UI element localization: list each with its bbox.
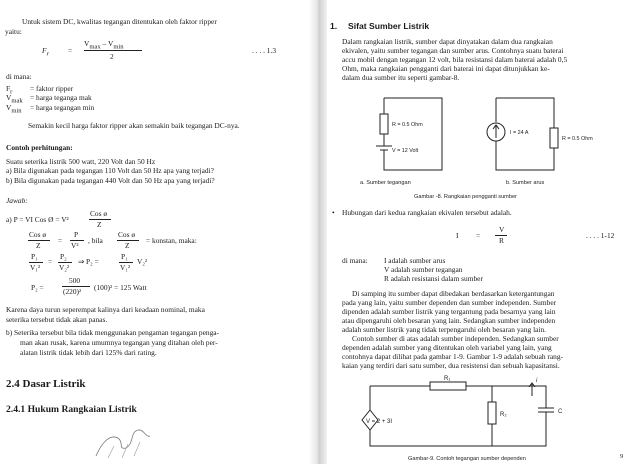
intro-line-1: Untuk sistem DC, kwalitas tegangan ditentukan oleh faktor ripper (22, 17, 217, 26)
def-vmin: = harga tegangan min (30, 103, 95, 112)
answer-b-2: man akan rusak, karena umumnya tegangan yang ditahan oleh per- (20, 338, 218, 347)
caption-a: a. Sumber tegangan (360, 180, 411, 186)
page-number: 9 (620, 453, 624, 460)
figure-8-caption: Gambar -8. Rangkaian pengganti sumber (414, 194, 517, 200)
answer-a-conclusion-1: Karena daya turun seperempat kalinya dari keadaan nominal, maka (6, 305, 205, 314)
answer-a-conclusion-2: seterika tersebut tidak akan panas. (6, 315, 108, 324)
figure-8-circuits (346, 92, 628, 204)
voltage-source-circuit (376, 98, 442, 170)
answer-b-1: b) Seterika tersebut bila tidak menggunakan pengaman tegangan penga- (6, 328, 220, 337)
section-2-4-1-heading: 2.4.1 Hukum Rangkaian Listrik (6, 404, 137, 415)
question-a: a) Bila digunakan pada tegangan 110 Volt dan 50 Hz apa yang terjadi? (6, 166, 214, 175)
label-r2: R₂ (500, 412, 507, 418)
resistor-r2 (488, 402, 496, 424)
label-r-right: R = 0.5 Ohm (562, 136, 593, 142)
label-c: C (558, 409, 563, 415)
resistor-left (380, 114, 388, 134)
label-source: V = 2 + 3I (366, 419, 393, 425)
label-v-left: V = 12 Volt (392, 148, 419, 154)
eq-lhs: F (42, 46, 47, 55)
scribble-mark (88, 420, 158, 460)
where-label: di mana: (342, 256, 368, 265)
eq-numerator: $V_{max} - V_{min}$ (84, 39, 124, 51)
bullet-text: Hubungan dari kedua rangkaian ekivalen tersebut adalah. (342, 208, 512, 217)
book-gutter (309, 0, 327, 464)
where-item-1: I adalah sumber arus (384, 256, 446, 265)
label-r1: R₁ (444, 376, 451, 382)
label-r-left: R = 0.5 Ohm (392, 122, 423, 128)
figure-9-caption: Gambar-9. Contoh tegangan sumber dependen (408, 456, 526, 462)
question-b: b) Bila digunakan pada tegangan 440 Volt dan 50 Hz apa yang terjadi? (6, 176, 215, 185)
scanned-book-spread: Untuk sistem DC, kwalitas tegangan ditentukan oleh faktor ripper yaitu: $F_r$ = $V_{max} - V_{min}$ 2 . . . . 1.3 di mana: $F_r$ = faktor ripper $V_{mak}$ = harga teganga mak $V_{min}$ = harga tegangan min Semakin kecil harga faktor ripper akan semakin baik tegangan DC-nya. Contoh perhitungan: Suatu seterika listrik 500 watt, 220 Volt dan 50 Hz a) Bila digunakan pada tegangan 110 Volt dan 50 Hz apa yang terjadi? b) Bila digunakan pada tegangan 440 Volt dan 50 Hz apa yang terjadi? Jawab: a) P = VI Cos Ø = V² Cos ø Z Cos ø Z = P V² , bila Cos ø Z = konstan, maka: P₁ V₁² = P₂ V₂² ⇒ P₂ = P₁ V₁² V₂² P₂ = 500 (220)² (100)² = 125 Watt Karena daya turun seperempat kalinya dari keadaan nominal, maka seterika tersebut tidak akan panas. b) Seterika tersebut bila tidak menggunakan pengaman tegangan penga- man akan rusak, karena umumnya tegangan yang ditahan oleh per- alatan listrik tidak lebih dari 125% dari rating. 2.4 Dasar Listrik 2.4.1 Hukum Rangkaian Listrik 1. Sifat Sumber Listrik Dalam rangkaian listrik, sumber dapat dinyatakan dalam dua rangkaian ekivalen, yaitu sumber tegangan dan sumber arus. Contohnya suatu baterai accu mobil dengan tegangan 12 volt, bila resistansi dalam baterai adalah 0,5 Ohm, maka rangkaian pengganti dari baterai ini dapat ditunjukkan ke- dalam dua sumber itu seperti gambar-8. R = 0.5 Ohm V = 12 Volt I = 24 A R = 0.5 Ohm a. Sumber tegangan b. Sumber arus Gambar -8. Rangkaian pengganti sumber • Hubungan dari kedua rangkaian ekivalen tersebut adalah. I = V R . . . . 1-12 di mana: I adalah sumber arus V adalah sumber tegangan R adalah resistansi dalam sumber Di samping itu sumber dapat dibedakan berdasarkan ketergantungan pada yang lain, yaitu sumber dependen dan sumber independen. Sumber dipenden adalah sumber listrik yang tergantung pada besarnya yang lain atau dipengaruhi oleh besaran yang lain. Sedangkan sumber independen adalah sumber listrik yang tidak terpengaruhi oleh besaran yang lain. Contoh sumber di atas adalah sumber independen. Sedangkan sumber dependen adalah sumber yang ditentukan oleh variabel yang lain, yang contohnya dapat dilihat pada gambar 1-9. Gambar 1-9 adalah sebuah rang- kaian yang terdiri dari satu sumber, dua resistensi dan sebuah kapasitansi. V = 2 + 3I R₁ R₂ i C Gambar-9. Contoh tegangan sumber dependen 9 (0, 0, 638, 464)
resistor-r1 (430, 382, 466, 390)
def-vmax: = harga teganga mak (30, 93, 92, 102)
eq-lhs-sub: r (46, 50, 50, 58)
where-item-2: V adalah sumber tegangan (384, 265, 463, 274)
label-i-right: I = 24 A (510, 130, 529, 136)
answer-b-3: alatan listrik tidak lebih dari 125% dari rating. (20, 348, 157, 357)
where-item-3: R adalah resistansi dalam sumber (384, 274, 483, 283)
dimana-label: di mana: (6, 72, 32, 81)
def-fr: = faktor ripper (30, 84, 74, 93)
eq-fraction-bar (84, 50, 142, 51)
eq-number: . . . . 1.3 (252, 46, 277, 55)
heading-sifat-sumber: Sifat Sumber Listrik (348, 21, 430, 31)
label-i: i (536, 378, 538, 384)
eq-denominator: 2 (110, 52, 114, 61)
heading-number: 1. (330, 21, 338, 31)
caption-b: b. Sumber arus (506, 180, 545, 186)
section-2-4-heading: 2.4 Dasar Listrik (6, 378, 86, 390)
question-intro: Suatu seterika listrik 500 watt, 220 Volt dan 50 Hz (6, 157, 156, 166)
resistor-right (550, 128, 558, 148)
ripper-note: Semakin kecil harga faktor ripper akan semakin baik tegangan DC-nya. (28, 121, 240, 130)
eq-equals: = (68, 46, 73, 55)
example-heading: Contoh perhitungan: (6, 143, 73, 152)
bullet-icon: • (332, 208, 335, 217)
figure-9-circuit (350, 374, 628, 464)
capacitor-c (538, 408, 554, 412)
answer-label: Jawab: (6, 196, 28, 205)
intro-line-2: yaitu: (5, 27, 22, 36)
